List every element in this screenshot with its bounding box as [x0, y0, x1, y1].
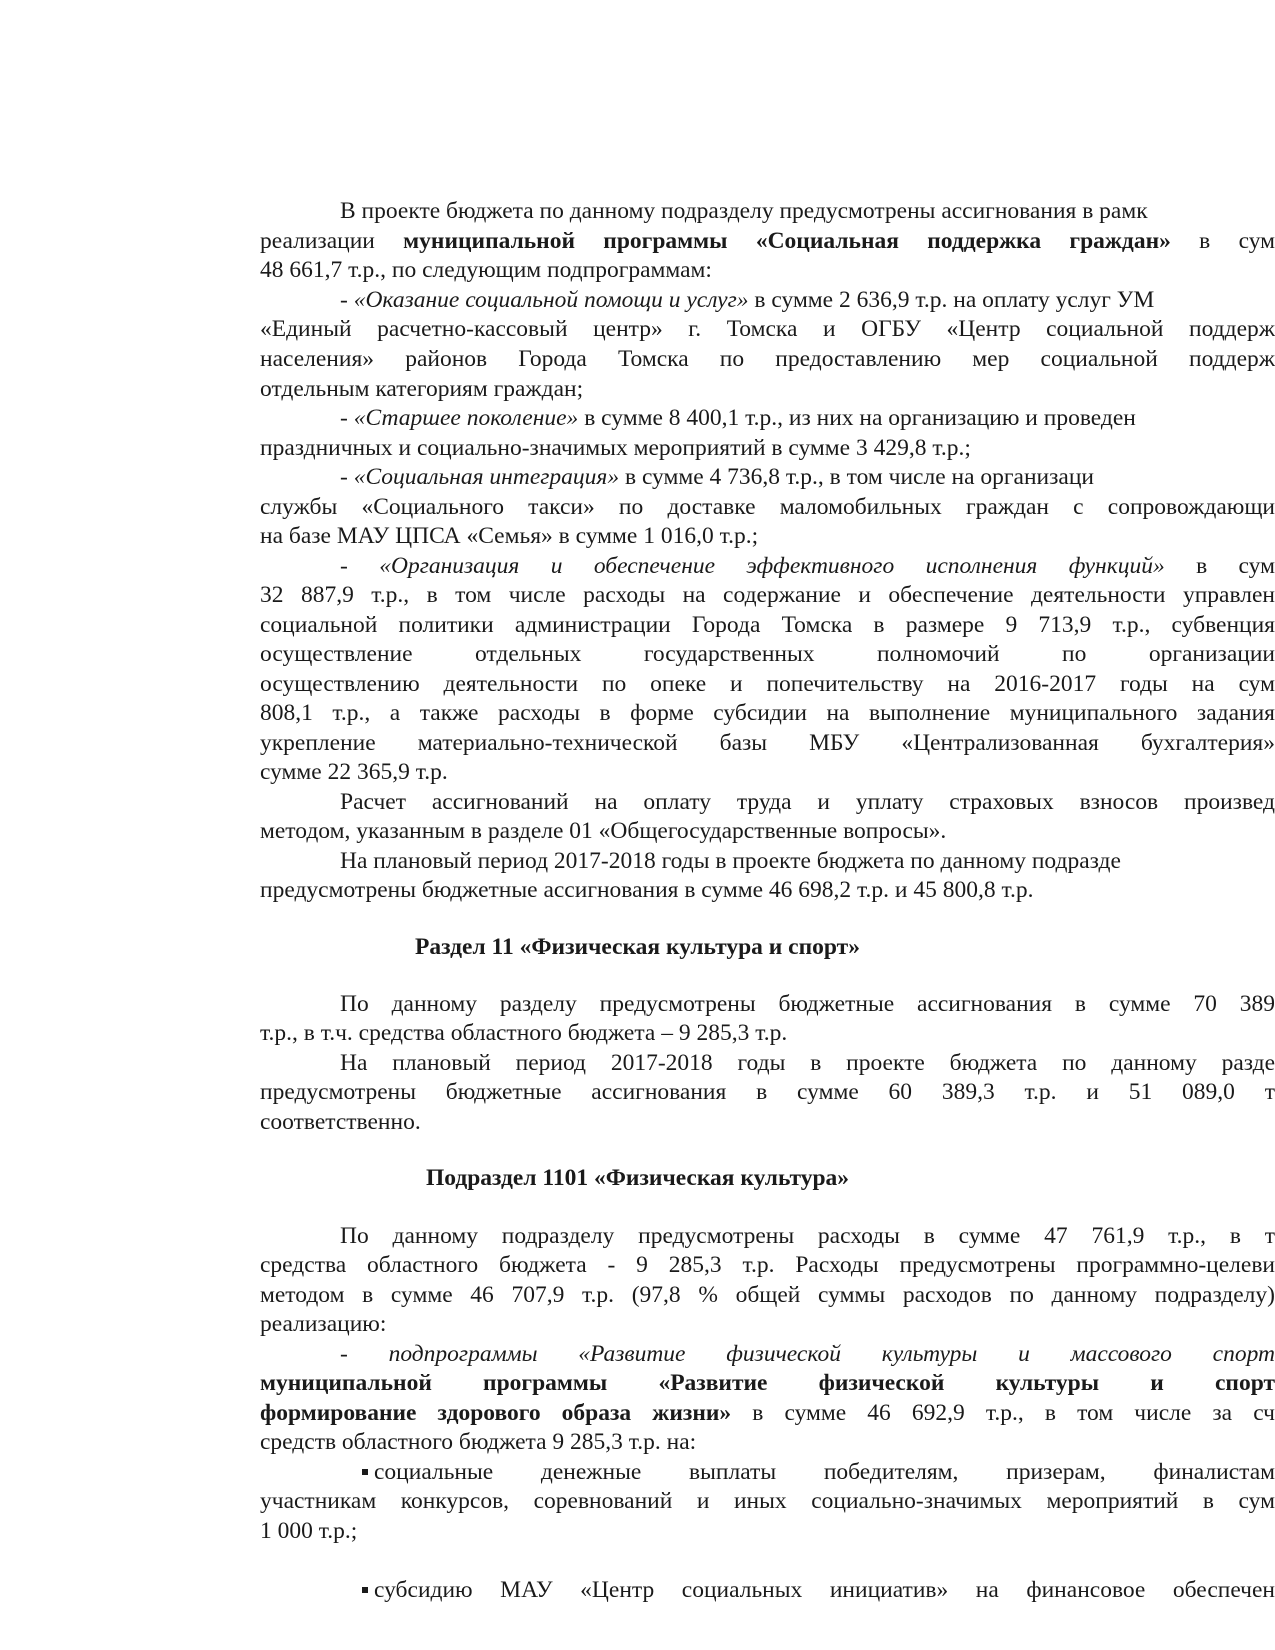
paragraph-line: укрепление материально-технической базы МБУ «Централизованная бухгалтерия» [260, 730, 1275, 756]
paragraph-line: праздничных и социально-значимых мероприятий в сумме 3 429,8 т.р.; [260, 435, 971, 461]
paragraph-line: социальной политики администрации Города Томска в размере 9 713,9 т.р., субвенция [260, 612, 1275, 638]
paragraph-line: методом в сумме 46 707,9 т.р. (97,8 % общей суммы расходов по данному подразделу) [260, 1282, 1275, 1308]
paragraph-line: реализацию: [260, 1311, 387, 1337]
paragraph-line: населения» районов Города Томска по предоставлению мер социальной поддерж [260, 346, 1275, 372]
paragraph-line: формирование здорового образа жизни» в сумме 46 692,9 т.р., в том числе за сч [260, 1400, 1275, 1426]
paragraph-line: На плановый период 2017-2018 годы в проекте бюджета по данному разде [340, 1050, 1275, 1076]
paragraph-line: 32 887,9 т.р., в том числе расходы на содержание и обеспечение деятельности управлен [260, 582, 1275, 608]
paragraph-line: отдельным категориям граждан; [260, 376, 584, 402]
paragraph-line: сумме 22 365,9 т.р. [260, 759, 448, 785]
paragraph-line: По данному подразделу предусмотрены расходы в сумме 47 761,9 т.р., в т [340, 1223, 1275, 1249]
paragraph-line: 808,1 т.р., а также расходы в форме субсидии на выполнение муниципального задания [260, 700, 1275, 726]
paragraph-line: муниципальной программы «Развитие физической культуры и спорт [260, 1370, 1275, 1396]
paragraph-line: осуществление отдельных государственных полномочий по организации [260, 641, 1275, 667]
paragraph-line: соответственно. [260, 1109, 421, 1135]
paragraph-line: 48 661,7 т.р., по следующим подпрограммам: [260, 257, 712, 283]
paragraph-line: На плановый период 2017-2018 годы в проекте бюджета по данному подразде [340, 848, 1121, 874]
paragraph-line: т.р., в т.ч. средства областного бюджета – 9 285,3 т.р. [260, 1020, 788, 1046]
paragraph-line: средства областного бюджета - 9 285,3 т.р. Расходы предусмотрены программно-целеви [260, 1252, 1275, 1278]
paragraph-line: Расчет ассигнований на оплату труда и уплату страховых взносов произвед [340, 789, 1275, 815]
bullet-item: субсидию МАУ «Центр социальных инициатив» на финансовое обеспечен [362, 1575, 1275, 1605]
paragraph-line: реализации муниципальной программы «Социальная поддержка граждан» в сум [260, 228, 1275, 254]
paragraph-line: В проекте бюджета по данному подразделу предусмотрены ассигнования в рамк [340, 198, 1148, 224]
section-heading: Раздел 11 «Физическая культура и спорт» [415, 934, 860, 960]
paragraph-line: методом, указанным в разделе 01 «Общегосударственные вопросы». [260, 818, 947, 844]
paragraph-line: службы «Социального такси» по доставке маломобильных граждан с сопровождающи [260, 494, 1275, 520]
list-item-line: - подпрограммы «Развитие физической культуры и массового спорт [340, 1341, 1275, 1367]
paragraph-line: средств областного бюджета 9 285,3 т.р. на: [260, 1429, 697, 1455]
subsection-heading: Подраздел 1101 «Физическая культура» [425, 1165, 850, 1191]
paragraph-line: участникам конкурсов, соревнований и иных социально-значимых мероприятий в сум [260, 1488, 1275, 1514]
bullet-square-icon [362, 1469, 368, 1475]
paragraph-line: предусмотрены бюджетные ассигнования в сумме 46 698,2 т.р. и 45 800,8 т.р. [260, 877, 1034, 903]
paragraph-line: По данному разделу предусмотрены бюджетные ассигнования в сумме 70 389 [340, 991, 1275, 1017]
paragraph-line: осуществлению деятельности по опеке и попечительству на 2016-2017 годы на сум [260, 671, 1275, 697]
list-item-line: - «Оказание социальной помощи и услуг» в сумме 2 636,9 т.р. на оплату услуг УМ [340, 287, 1155, 313]
paragraph-line: 1 000 т.р.; [260, 1518, 358, 1544]
paragraph-line: «Единый расчетно-кассовый центр» г. Томска и ОГБУ «Центр социальной поддерж [260, 316, 1275, 342]
bullet-square-icon [362, 1587, 368, 1593]
list-item-line: - «Социальная интеграция» в сумме 4 736,8 т.р., в том числе на организаци [340, 464, 1094, 490]
list-item-line: - «Старшее поколение» в сумме 8 400,1 т.р., из них на организацию и проведен [340, 405, 1136, 431]
paragraph-line: на базе МАУ ЦПСА «Семья» в сумме 1 016,0 т.р.; [260, 523, 759, 549]
bullet-item: социальные денежные выплаты победителям, призерам, финалистам [362, 1457, 1275, 1487]
list-item-line: - «Организация и обеспечение эффективного исполнения функций» в сум [340, 553, 1275, 579]
paragraph-line: предусмотрены бюджетные ассигнования в сумме 60 389,3 т.р. и 51 089,0 т [260, 1079, 1275, 1105]
